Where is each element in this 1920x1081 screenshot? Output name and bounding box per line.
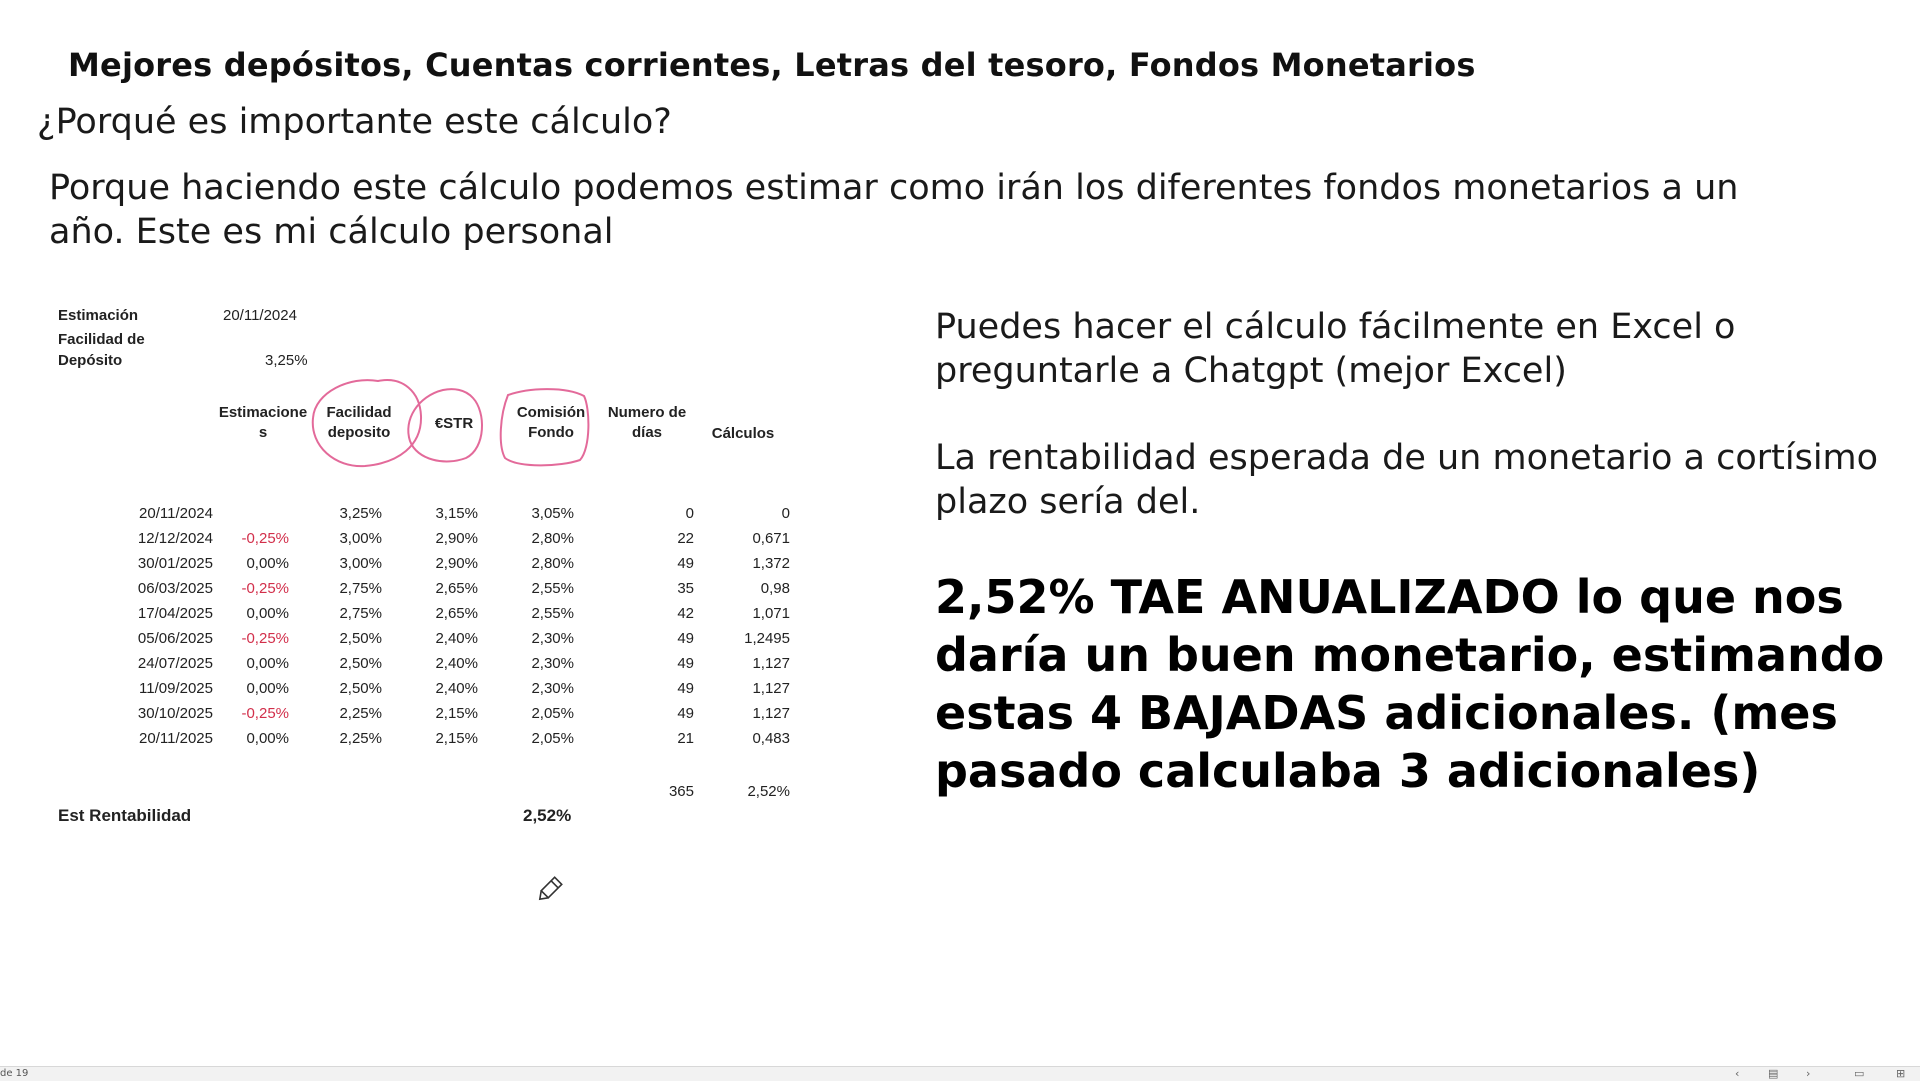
cell-comision: 2,55% bbox=[531, 605, 574, 622]
cell-calculo: 1,372 bbox=[752, 555, 790, 572]
cell-date: 20/11/2025 bbox=[139, 730, 213, 747]
cell-comision: 2,80% bbox=[531, 555, 574, 572]
cell-dias: 35 bbox=[677, 580, 694, 597]
cell-facilidad: 2,25% bbox=[339, 730, 382, 747]
total-dias: 365 bbox=[668, 783, 694, 800]
cell-dias: 49 bbox=[677, 630, 694, 647]
cell-date: 06/03/2025 bbox=[137, 580, 213, 597]
rentabilidad-label: Est Rentabilidad bbox=[58, 806, 192, 825]
cell-date: 24/07/2025 bbox=[137, 655, 213, 672]
cell-estimacion: -0,25% bbox=[241, 630, 289, 647]
total-calculos: 2,52% bbox=[747, 783, 790, 800]
grid-view-icon[interactable]: ⊞ bbox=[1896, 1067, 1906, 1080]
cell-estimacion: 0,00% bbox=[246, 555, 289, 572]
facilidad-value: 3,25% bbox=[265, 352, 308, 369]
page-counter: de 19 bbox=[0, 1068, 29, 1079]
pencil-annotation-icon bbox=[533, 874, 565, 906]
cell-estr: 2,90% bbox=[435, 530, 478, 547]
header-facilidad-deposito: Facilidad deposito bbox=[326, 404, 392, 441]
cell-facilidad: 2,25% bbox=[339, 705, 382, 722]
cell-comision: 2,30% bbox=[531, 630, 574, 647]
cell-estr: 3,15% bbox=[435, 505, 478, 522]
right-paragraph-rentabilidad: La rentabilidad esperada de un monetario a cortísimo plazo sería del. bbox=[935, 438, 1879, 522]
cell-estimacion: 0,00% bbox=[246, 655, 289, 672]
cell-estr: 2,65% bbox=[435, 605, 478, 622]
right-paragraph-excel: Puedes hacer el cálculo fácilmente en Excel o preguntarle a Chatgpt (mejor Excel) bbox=[935, 307, 1736, 391]
cell-calculo: 1,071 bbox=[752, 605, 790, 622]
cell-comision: 3,05% bbox=[531, 505, 574, 522]
right-highlight: 2,52% TAE ANUALIZADO lo que nos daría un buen monetario, estimando estas 4 BAJADAS adicionales. (mes pasado calculaba 3 adicionales) bbox=[935, 570, 1885, 798]
header-calculos: Cálculos bbox=[711, 425, 775, 442]
cell-comision: 2,80% bbox=[531, 530, 574, 547]
cell-calculo: 1,127 bbox=[752, 705, 790, 722]
cell-estr: 2,15% bbox=[435, 730, 478, 747]
notes-icon[interactable]: ▤ bbox=[1768, 1067, 1779, 1080]
cell-estr: 2,90% bbox=[435, 555, 478, 572]
cell-facilidad: 2,75% bbox=[339, 605, 382, 622]
estimacion-value: 20/11/2024 bbox=[223, 307, 297, 324]
cell-dias: 21 bbox=[677, 730, 694, 747]
cell-calculo: 0,98 bbox=[760, 580, 790, 597]
cell-dias: 0 bbox=[685, 505, 694, 522]
cell-facilidad: 3,00% bbox=[339, 530, 382, 547]
cell-calculo: 0,483 bbox=[752, 730, 790, 747]
cell-facilidad: 2,75% bbox=[339, 580, 382, 597]
cell-date: 05/06/2025 bbox=[137, 630, 213, 647]
cell-dias: 49 bbox=[677, 555, 694, 572]
header-comision-fondo: Comisión Fondo bbox=[516, 404, 586, 441]
cell-dias: 49 bbox=[677, 680, 694, 697]
cell-comision: 2,55% bbox=[531, 580, 574, 597]
estimacion-label: Estimación bbox=[58, 307, 139, 324]
header-estr: €STR bbox=[434, 415, 474, 432]
cell-estimacion: 0,00% bbox=[246, 605, 289, 622]
cell-facilidad: 3,25% bbox=[339, 505, 382, 522]
slide-intro: Porque haciendo este cálculo podemos estimar como irán los diferentes fondos monetarios a un año. Este es mi cálculo personal bbox=[49, 168, 1739, 252]
cell-facilidad: 2,50% bbox=[339, 655, 382, 672]
cell-estr: 2,65% bbox=[435, 580, 478, 597]
cell-date: 17/04/2025 bbox=[137, 605, 213, 622]
cell-dias: 49 bbox=[677, 655, 694, 672]
cell-calculo: 1,2495 bbox=[744, 630, 790, 647]
cell-estr: 2,40% bbox=[435, 655, 478, 672]
slide-question: ¿Porqué es importante este cálculo? bbox=[37, 102, 672, 142]
presentation-status-bar bbox=[0, 1066, 1920, 1081]
cell-estr: 2,40% bbox=[435, 680, 478, 697]
cell-dias: 49 bbox=[677, 705, 694, 722]
cell-calculo: 0 bbox=[781, 505, 790, 522]
cell-facilidad: 2,50% bbox=[339, 630, 382, 647]
cell-dias: 42 bbox=[677, 605, 694, 622]
cell-facilidad: 3,00% bbox=[339, 555, 382, 572]
cell-estimacion: -0,25% bbox=[241, 705, 289, 722]
chevron-right-icon[interactable]: › bbox=[1806, 1067, 1811, 1080]
cell-comision: 2,05% bbox=[531, 730, 574, 747]
cell-date: 11/09/2025 bbox=[139, 680, 213, 697]
cell-calculo: 1,127 bbox=[752, 680, 790, 697]
header-numero-dias: Numero de días bbox=[607, 404, 687, 441]
facilidad-label-line1: Facilidad de bbox=[58, 331, 145, 348]
cell-dias: 22 bbox=[677, 530, 694, 547]
cell-calculo: 0,671 bbox=[752, 530, 790, 547]
cell-date: 12/12/2024 bbox=[137, 530, 213, 547]
normal-view-icon[interactable]: ▭ bbox=[1854, 1067, 1865, 1080]
slide-title: Mejores depósitos, Cuentas corrientes, Letras del tesoro, Fondos Monetarios bbox=[68, 46, 1476, 84]
cell-estr: 2,40% bbox=[435, 630, 478, 647]
cell-comision: 2,05% bbox=[531, 705, 574, 722]
cell-date: 30/01/2025 bbox=[137, 555, 213, 572]
cell-estimacion: -0,25% bbox=[241, 580, 289, 597]
cell-calculo: 1,127 bbox=[752, 655, 790, 672]
cell-date: 30/10/2025 bbox=[137, 705, 213, 722]
cell-estimacion: -0,25% bbox=[241, 530, 289, 547]
cell-comision: 2,30% bbox=[531, 655, 574, 672]
cell-date: 20/11/2024 bbox=[139, 505, 213, 522]
facilidad-label-line2: Depósito bbox=[58, 352, 123, 369]
rentabilidad-value: 2,52% bbox=[523, 806, 572, 825]
chevron-left-icon[interactable]: ‹ bbox=[1735, 1067, 1740, 1080]
cell-comision: 2,30% bbox=[531, 680, 574, 697]
cell-facilidad: 2,50% bbox=[339, 680, 382, 697]
cell-estimacion: 0,00% bbox=[246, 730, 289, 747]
cell-estr: 2,15% bbox=[435, 705, 478, 722]
header-estimaciones: Estimacione s bbox=[218, 404, 308, 441]
cell-estimacion: 0,00% bbox=[246, 680, 289, 697]
